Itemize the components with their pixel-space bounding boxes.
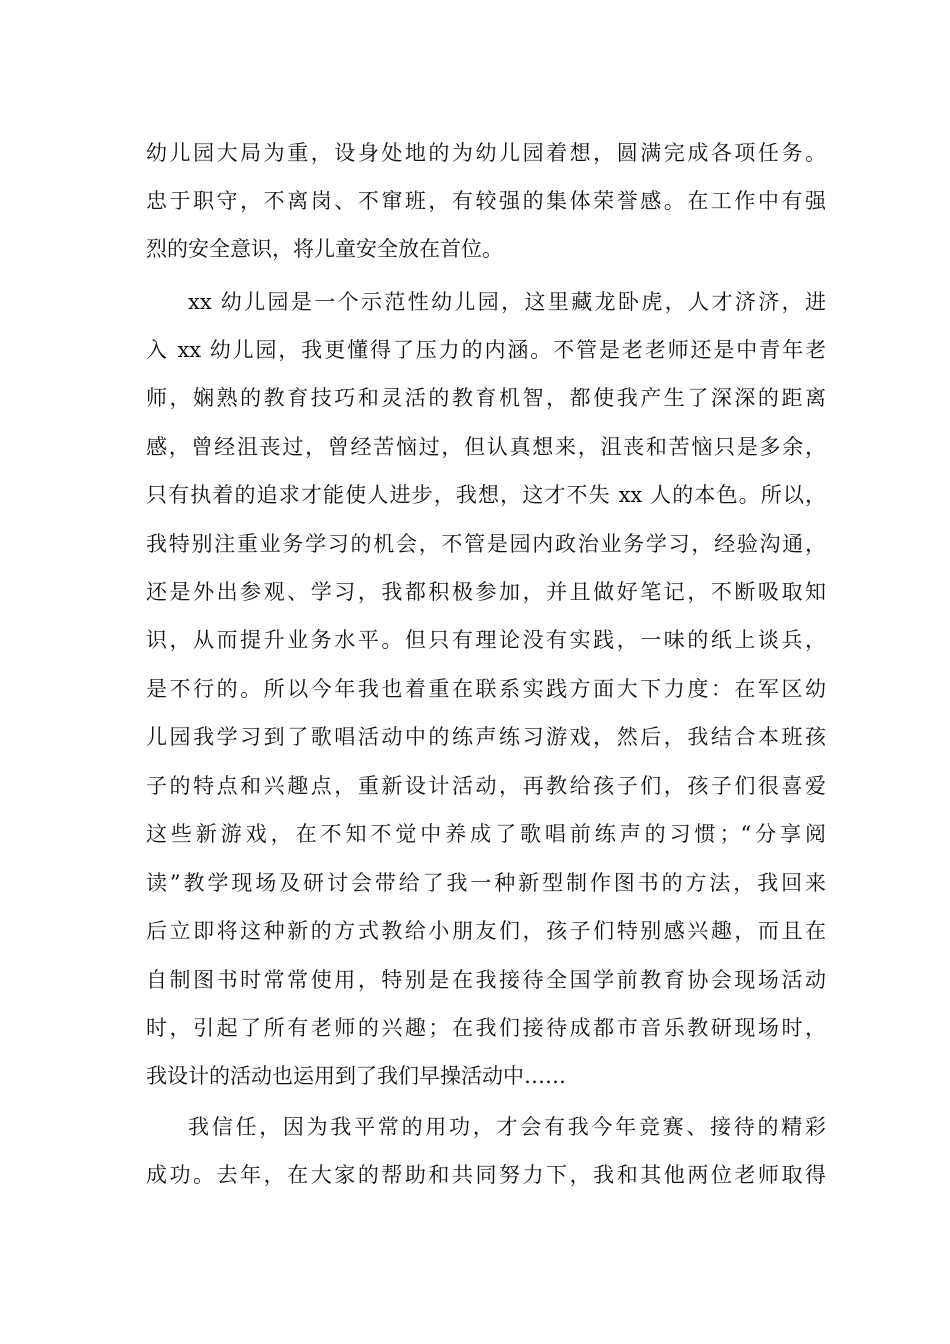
paragraph-2-line-3: 师，娴熟的教育技巧和灵活的教育机智，都使我产生了深深的距离 (146, 386, 826, 410)
paragraph-2-line-9: 是不行的。所以今年我也着重在联系实践方面大下力度：在军区幼 (146, 677, 826, 701)
paragraph-2-line-12: 这些新游戏，在不知不觉中养成了歌唱前练声的习惯；“分享阅 (146, 822, 826, 846)
paragraph-2-line-2: 入 xx 幼儿园，我更懂得了压力的内涵。不管是老老师还是中青年老 (146, 338, 826, 362)
paragraph-2-line-6: 我特别注重业务学习的机会，不管是园内政治业务学习，经验沟通， (146, 532, 826, 556)
paragraph-2-line-10: 儿园我学习到了歌唱活动中的练声练习游戏，然后，我结合本班孩 (146, 725, 826, 749)
paragraph-2-line-14: 后立即将这种新的方式教给小朋友们，孩子们特别感兴趣，而且在 (146, 919, 826, 943)
paragraph-2-line-4: 感，曾经沮丧过，曾经苦恼过，但认真想来，沮丧和苦恼只是多余， (146, 435, 826, 459)
paragraph-2-line-13: 读”教学现场及研讨会带给了我一种新型制作图书的方法，我回来 (146, 871, 826, 895)
paragraph-1-line-1: 幼儿园大局为重，设身处地的为幼儿园着想，圆满完成各项任务。 (146, 141, 826, 165)
paragraph-2-line-15: 自制图书时常常使用，特别是在我接待全国学前教育协会现场活动 (146, 968, 826, 992)
paragraph-2-line-11: 子的特点和兴趣点，重新设计活动，再教给孩子们，孩子们很喜爱 (146, 774, 826, 798)
paragraph-2-line-8: 识，从而提升业务水平。但只有理论没有实践，一味的纸上谈兵， (146, 628, 826, 652)
paragraph-3-line-1: 我信任，因为我平常的用功，才会有我今年竞赛、接待的精彩 (188, 1115, 826, 1139)
paragraph-1-line-2: 忠于职守，不离岗、不窜班，有较强的集体荣誉感。在工作中有强 (146, 189, 826, 213)
paragraph-2-line-16: 时，引起了所有老师的兴趣；在我们接待成都市音乐教研现场时， (146, 1016, 826, 1040)
paragraph-2-line-1: xx 幼儿园是一个示范性幼儿园，这里藏龙卧虎，人才济济，进 (188, 290, 826, 314)
paragraph-2-line-17: 我设计的活动也运用到了我们早操活动中…… (146, 1064, 566, 1088)
paragraph-3-line-2: 成功。去年，在大家的帮助和共同努力下，我和其他两位老师取得 (146, 1163, 826, 1187)
paragraph-2-line-5: 只有执着的追求才能使人进步，我想，这才不失 xx 人的本色。所以， (146, 483, 826, 507)
paragraph-1-line-3: 烈的安全意识，将儿童安全放在首位。 (146, 237, 503, 261)
paragraph-2-line-7: 还是外出参观、学习，我都积极参加，并且做好笔记，不断吸取知 (146, 580, 826, 604)
